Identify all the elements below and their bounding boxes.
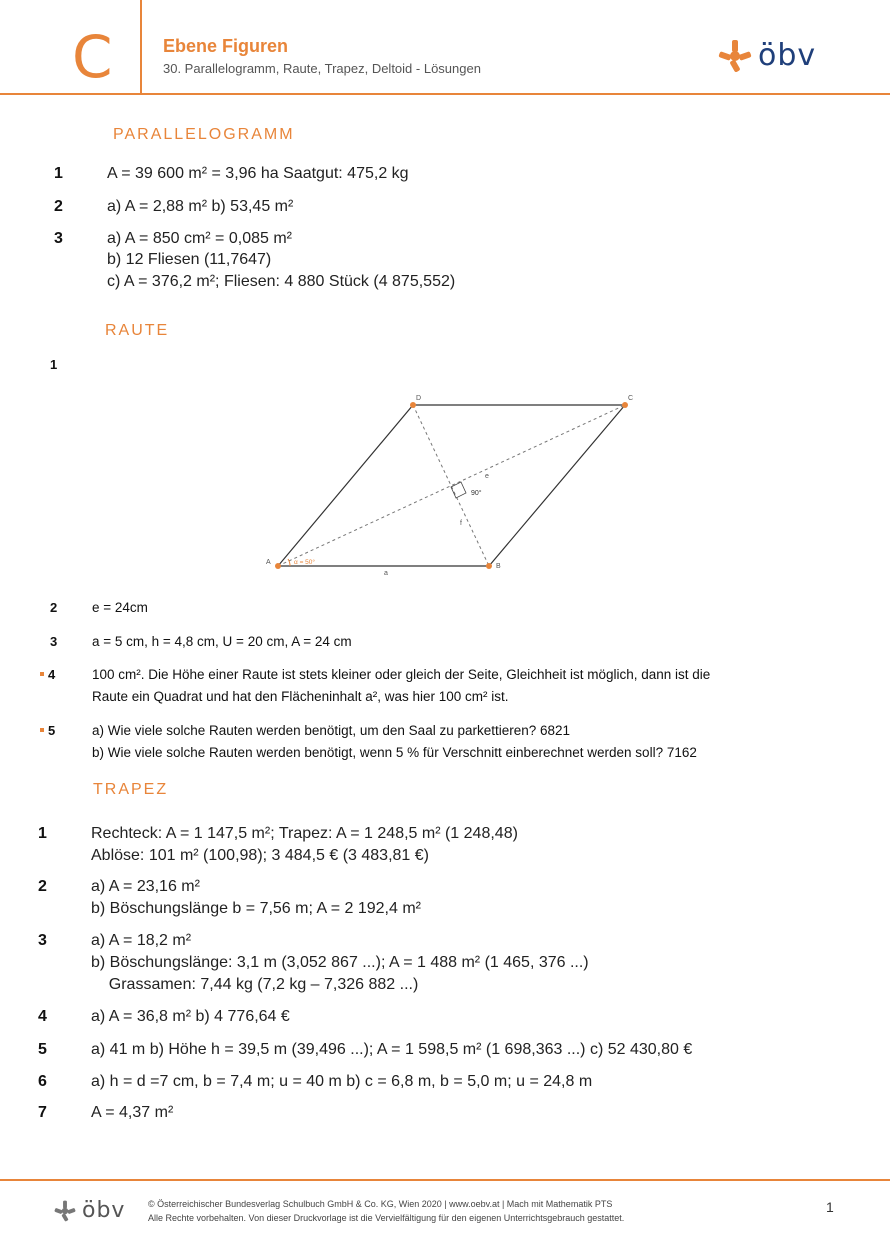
item-number: 5: [38, 1041, 47, 1058]
answer-line: Raute ein Quadrat und hat den Flächeninhalt a², was hier 100 cm² ist.: [92, 689, 509, 704]
answer-line: Rechteck: A = 1 147,5 m²; Trapez: A = 1 248,5 m² (1 248,48): [91, 825, 518, 842]
item-number: 1: [54, 165, 63, 182]
header-divider-horizontal: [0, 93, 890, 95]
diagonal-f: [413, 405, 489, 566]
footer-logo-text: öbv: [82, 1198, 126, 1223]
vertex-a-label: A: [266, 559, 271, 566]
answer-line: a) Wie viele solche Rauten werden benötigt, um den Saal zu parkettieren? 6821: [92, 723, 571, 738]
item-number: 1: [50, 357, 58, 372]
difficulty-marker: [40, 728, 44, 732]
oebv-star-icon: [54, 1200, 76, 1222]
answer-line: a) A = 36,8 m² b) 4 776,64 €: [91, 1008, 290, 1025]
answer-line: a) A = 2,88 m² b) 53,45 m²: [107, 198, 294, 215]
item-number: 4: [48, 667, 56, 682]
item-number: 1: [38, 825, 47, 842]
difficulty-marker: [40, 672, 44, 676]
answer-line: b) Böschungslänge b = 7,56 m; A = 2 192,4 m²: [91, 900, 421, 917]
angle-alpha-label: α = 50°: [294, 559, 315, 566]
answer-line: Ablöse: 101 m² (100,98); 3 484,5 € (3 483,81 €): [91, 847, 429, 864]
footer-divider: [0, 1179, 890, 1181]
answer-line: A = 4,37 m²: [91, 1104, 174, 1121]
vertex-b-label: B: [496, 563, 501, 570]
answer-line: c) A = 376,2 m²; Fliesen: 4 880 Stück (4 875,552): [107, 273, 456, 290]
item-number: 6: [38, 1073, 47, 1090]
item-number: 5: [48, 723, 56, 738]
oebv-star-icon: [718, 39, 752, 73]
section-heading-raute: RAUTE: [105, 322, 170, 339]
answer-line: a) A = 23,16 m²: [91, 878, 200, 895]
page-number: 1: [826, 1199, 834, 1215]
vertex-c-point: [622, 402, 628, 408]
answer-line: b) 12 Fliesen (11,7647): [107, 251, 272, 268]
answer-line: 100 cm². Die Höhe einer Raute ist stets kleiner oder gleich der Seite, Gleichheit ist möglich, dann ist die: [92, 667, 711, 682]
page-subtitle: 30. Parallelogramm, Raute, Trapez, Deltoid - Lösungen: [163, 61, 481, 76]
answer-line: a = 5 cm, h = 4,8 cm, U = 20 cm, A = 24 cm: [92, 634, 352, 649]
answer-line: a) A = 18,2 m²: [91, 932, 192, 949]
vertex-d-label: D: [416, 395, 422, 402]
side-a-label: a: [384, 570, 388, 577]
footer-copyright: © Österreichischer Bundesverlag Schulbuch GmbH & Co. KG, Wien 2020 | www.oebv.at | Mach mit Mathematik PTS: [148, 1199, 613, 1209]
item-number: 2: [38, 878, 47, 895]
oebv-logo-text: öbv: [758, 38, 817, 73]
item-number: 2: [50, 600, 58, 615]
answer-line: b) Böschungslänge: 3,1 m (3,052 867 ...); A = 1 488 m² (1 465, 376 ...): [91, 954, 589, 971]
answer-line: a) h = d =7 cm, b = 7,4 m; u = 40 m b) c = 6,8 m, b = 5,0 m; u = 24,8 m: [91, 1073, 593, 1090]
footer-oebv-logo: [54, 1198, 125, 1223]
item-number: 7: [38, 1104, 47, 1121]
answer-line: b) Wie viele solche Rauten werden benötigt, wenn 5 % für Verschnitt einberechnet werden soll? 7162: [92, 745, 697, 760]
vertex-d-point: [410, 402, 416, 408]
header-divider-vertical: [140, 0, 142, 93]
diagonal-f-label: f: [460, 520, 462, 527]
vertex-b-point: [486, 563, 492, 569]
item-number: 3: [54, 230, 63, 247]
page-title: Ebene Figuren: [163, 36, 289, 56]
answer-line: a) A = 850 cm² = 0,085 m²: [107, 230, 292, 247]
chapter-letter: C: [72, 23, 113, 91]
vertex-c-label: C: [628, 395, 634, 402]
answer-line: e = 24cm: [92, 600, 148, 615]
item-number: 2: [54, 198, 63, 215]
answer-line: Grassamen: 7,44 kg (7,2 kg – 7,326 882 ...): [91, 976, 419, 993]
vertex-a-point: [275, 563, 281, 569]
item-number: 4: [38, 1008, 47, 1025]
diagonal-e: [278, 405, 625, 566]
right-angle-label: 90°: [471, 490, 482, 497]
item-number: 3: [38, 932, 47, 949]
answer-line: A = 39 600 m² = 3,96 ha Saatgut: 475,2 kg: [107, 165, 409, 182]
section-heading-parallelogramm: PARALLELOGRAMM: [113, 126, 295, 143]
oebv-logo: [718, 38, 816, 73]
rhombus-figure: [260, 388, 650, 583]
item-number: 3: [50, 634, 58, 649]
section-heading-trapez: TRAPEZ: [93, 781, 169, 798]
diagonal-e-label: e: [485, 473, 489, 480]
answer-line: a) 41 m b) Höhe h = 39,5 m (39,496 ...); A = 1 598,5 m² (1 698,363 ...) c) 52 430,80 €: [91, 1041, 693, 1058]
footer-rights: Alle Rechte vorbehalten. Von dieser Druckvorlage ist die Vervielfältigung für den eigenen Unterrichtsgebrauch gestattet.: [148, 1213, 625, 1223]
